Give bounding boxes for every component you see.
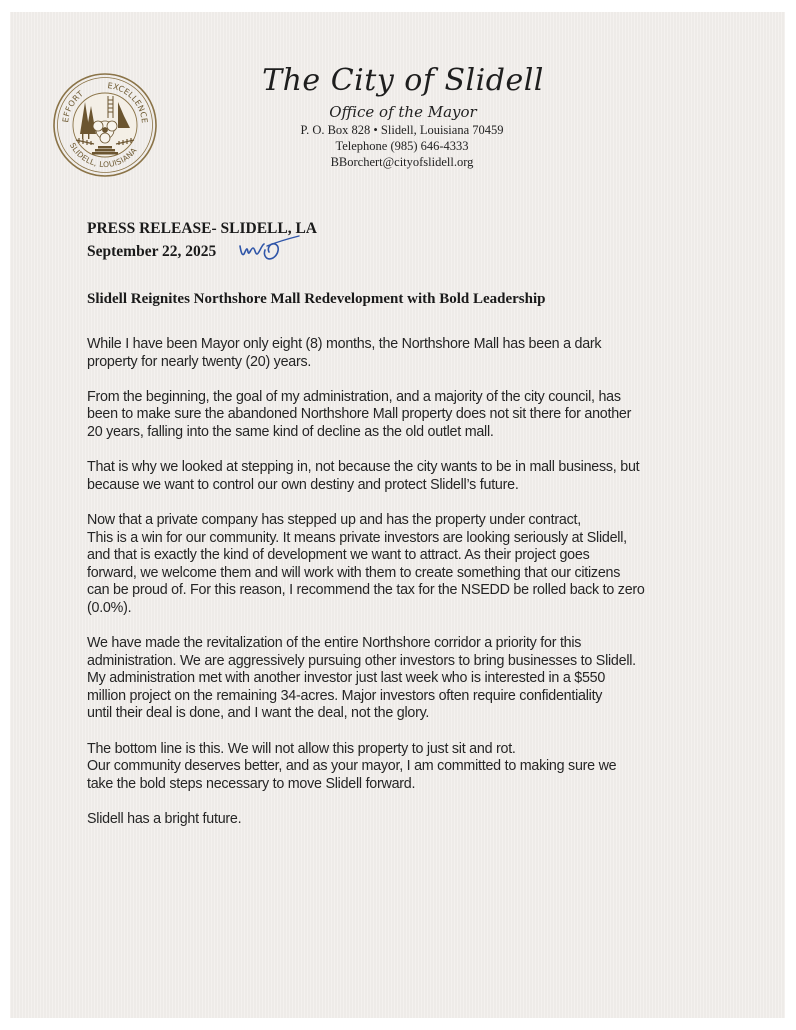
body-line: can be proud of. For this reason, I recommend the tax for the NSEDD be rolled back to zero — [87, 582, 645, 599]
press-release-date: September 22, 2025 — [87, 243, 217, 260]
letterhead-telephone: Telephone (985) 646-4333 — [335, 139, 469, 153]
press-release-headline: Slidell Reignites Northshore Mall Redevelopment with Bold Leadership — [87, 291, 546, 307]
body-line: We have made the revitalization of the entire Northshore corridor a priority for this — [87, 635, 582, 652]
press-release-header — [87, 217, 317, 263]
handwritten-initials-icon — [237, 234, 301, 264]
body-paragraph — [87, 512, 687, 618]
body-line: administration. We are aggressively pursuing other investors to bring businesses to Slidell. — [87, 652, 636, 669]
body-line: Slidell has a bright future. — [87, 811, 242, 828]
seal-top-text: EFFORT — [61, 88, 86, 123]
press-release-body — [87, 336, 687, 846]
body-line: This is a win for our community. It means private investors are looking seriously at Slidell, — [87, 529, 627, 546]
body-line: (0.0%). — [87, 599, 132, 616]
body-line: While I have been Mayor only eight (8) months, the Northshore Mall has been a dark — [87, 336, 602, 352]
seal-bottom-text: SLIDELL, LOUISIANA — [67, 141, 139, 170]
seal-right-text: EXCELLENCE — [107, 81, 150, 124]
body-paragraph — [87, 741, 687, 794]
body-line: The bottom line is this. We will not allow this property to just sit and rot. — [87, 740, 516, 757]
body-paragraph — [87, 811, 687, 829]
body-paragraph — [87, 389, 687, 442]
body-line: because we want to control our own destiny and protect Slidell’s future. — [87, 476, 519, 493]
body-line: been to make sure the abandoned Northshore Mall property does not sit there for another — [87, 406, 632, 423]
body-paragraph — [87, 459, 687, 494]
letterhead-office: Office of the Mayor — [329, 103, 477, 121]
body-line: forward, we welcome them and will work with them to create something that our citizens — [87, 564, 621, 581]
body-line: Now that a private company has stepped up and has the property under contract, — [87, 511, 581, 528]
body-line: My administration met with another investor just last week who is interested in a $550 — [87, 670, 606, 687]
body-line: until their deal is done, and I want the deal, not the glory. — [87, 705, 430, 722]
letterhead-address: P. O. Box 828 • Slidell, Louisiana 70459 — [300, 123, 504, 137]
body-line: Our community deserves better, and as your mayor, I am committed to making sure we — [87, 758, 617, 775]
press-release-date-row — [87, 240, 317, 263]
body-line: 20 years, falling into the same kind of decline as the old outlet mall. — [87, 423, 494, 440]
body-paragraph — [87, 336, 687, 371]
body-line: and that is exactly the kind of development we want to attract. As their project goes — [87, 547, 590, 564]
body-paragraph — [87, 635, 687, 723]
letterhead-title: The City of Slidell — [262, 63, 544, 98]
city-seal-logo — [52, 72, 158, 178]
body-line: That is why we looked at stepping in, not because the city wants to be in mall business, but — [87, 459, 640, 476]
body-line: take the bold steps necessary to move Slidell forward. — [87, 775, 416, 792]
letterhead-email: BBorchert@cityofslidell.org — [330, 155, 474, 169]
body-line: million project on the remaining 34-acres. Major investors often require confidentiality — [87, 687, 603, 704]
body-line: property for nearly twenty (20) years. — [87, 353, 312, 370]
letterhead — [250, 62, 550, 170]
body-line: From the beginning, the goal of my administration, and a majority of the city council, has — [87, 388, 621, 405]
press-release-label: PRESS RELEASE- SLIDELL, LA — [87, 220, 317, 237]
